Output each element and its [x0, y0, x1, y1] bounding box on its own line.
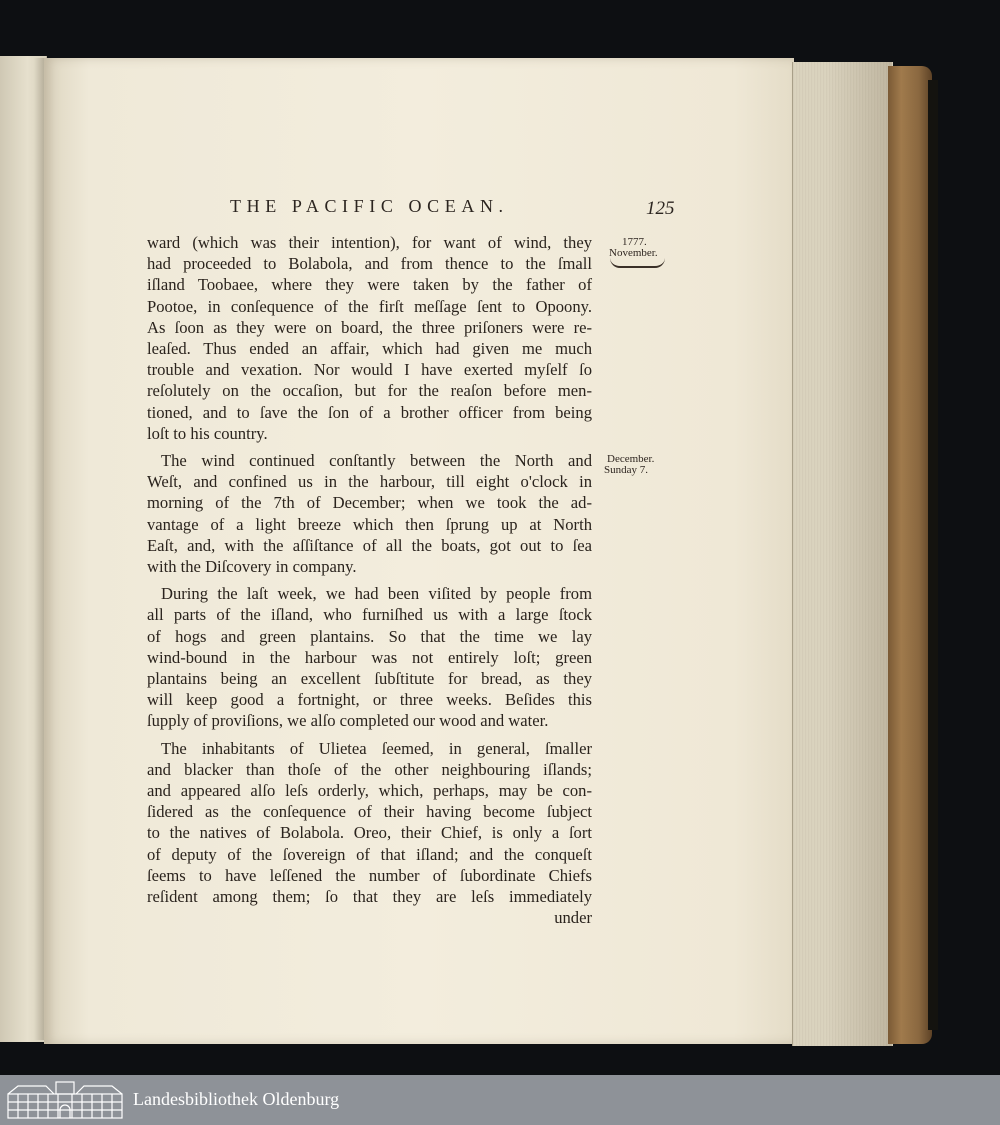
paragraph-2 — [147, 450, 592, 577]
text-line: plantains being an excellent ſubſtitute for bread, as they — [147, 669, 592, 689]
margin-note-december: December. — [607, 453, 655, 465]
text-line: Pootoe, in conſequence of the firſt meſſage ſent to Opoony. — [147, 296, 592, 316]
text-line: During the laſt week, we had been viſited by people from — [161, 584, 592, 604]
margin-note-day: Sunday 7. — [604, 464, 648, 476]
catchword: under — [554, 908, 592, 928]
margin-note-year: 1777. — [622, 236, 647, 248]
text-line: Eaſt, and, with the aſſiſtance of all the boats, got out to ſea — [147, 535, 592, 555]
text-line: The inhabitants of Ulietea ſeemed, in general, ſmaller — [161, 738, 592, 758]
running-head: THE PACIFIC OCEAN. — [230, 196, 509, 216]
cover-shadow — [928, 80, 938, 1030]
library-building-icon — [6, 1080, 124, 1120]
text-line: loſt to his country. — [147, 423, 268, 443]
text-line: wind-bound in the harbour was not entirely loſt; green — [147, 647, 592, 667]
text-line: of deputy of the ſovereign of that iſland; and the conqueſt — [147, 844, 592, 864]
text-line: had proceeded to Bolabola, and from thence to the ſmall — [147, 254, 592, 274]
text-line: will keep good a fortnight, or three weeks. Beſides this — [147, 690, 592, 710]
body-text — [147, 232, 592, 935]
page-block-shadow — [826, 62, 892, 1046]
margin-brace — [610, 258, 665, 268]
text-line: vantage of a light breeze which then ſprung up at North — [147, 514, 592, 534]
paragraph-1 — [147, 232, 592, 444]
text-line: ſupply of proviſions, we alſo completed our wood and water. — [147, 711, 549, 731]
text-line: of hogs and green plantains. So that the time we lay — [147, 626, 592, 646]
text-line: ſidered as the conſequence of their having become ſubject — [147, 802, 592, 822]
text-line: iſland Toobaee, where they were taken by the father of — [147, 275, 592, 295]
text-line: morning of the 7th of December; when we took the ad- — [147, 493, 592, 513]
paragraph-3 — [147, 583, 592, 731]
text-line: all parts of the iſland, who furniſhed us with a large ſtock — [147, 605, 592, 625]
text-line: to the natives of Bolabola. Oreo, their Chief, is only a ſort — [147, 823, 592, 843]
margin-note-month: November. — [609, 247, 658, 259]
text-line: Weſt, and confined us in the harbour, till eight o'clock in — [147, 472, 592, 492]
text-line: ſeems to have leſſened the number of ſubordinate Chiefs — [147, 865, 592, 885]
text-line: reſolutely on the occaſion, but for the reaſon before men- — [147, 381, 592, 401]
text-line: trouble and vexation. Nor would I have exerted myſelf ſo — [147, 360, 592, 380]
paragraph-4 — [147, 738, 592, 929]
library-name: Landesbibliothek Oldenburg — [133, 1089, 340, 1109]
text-line: reſident among them; ſo that they are leſs immediately — [147, 887, 592, 907]
text-line: and appeared alſo leſs orderly, which, perhaps, may be con- — [147, 781, 592, 801]
text-line: As ſoon as they were on board, the three priſoners were re- — [147, 317, 592, 337]
text-line: and blacker than thoſe of the other neighbouring iſlands; — [147, 759, 592, 779]
text-line: The wind continued conſtantly between the North and — [161, 451, 592, 471]
text-line: tioned, and to ſave the ſon of a brother officer from being — [147, 402, 592, 422]
text-line: leaſed. Thus ended an affair, which had given me much — [147, 339, 592, 359]
text-line: with the Diſcovery in company. — [147, 557, 357, 577]
leather-cover — [888, 66, 932, 1044]
text-line: ward (which was their intention), for want of wind, they — [147, 233, 592, 252]
library-footer — [0, 1075, 1000, 1125]
page-number: 125 — [646, 198, 675, 219]
